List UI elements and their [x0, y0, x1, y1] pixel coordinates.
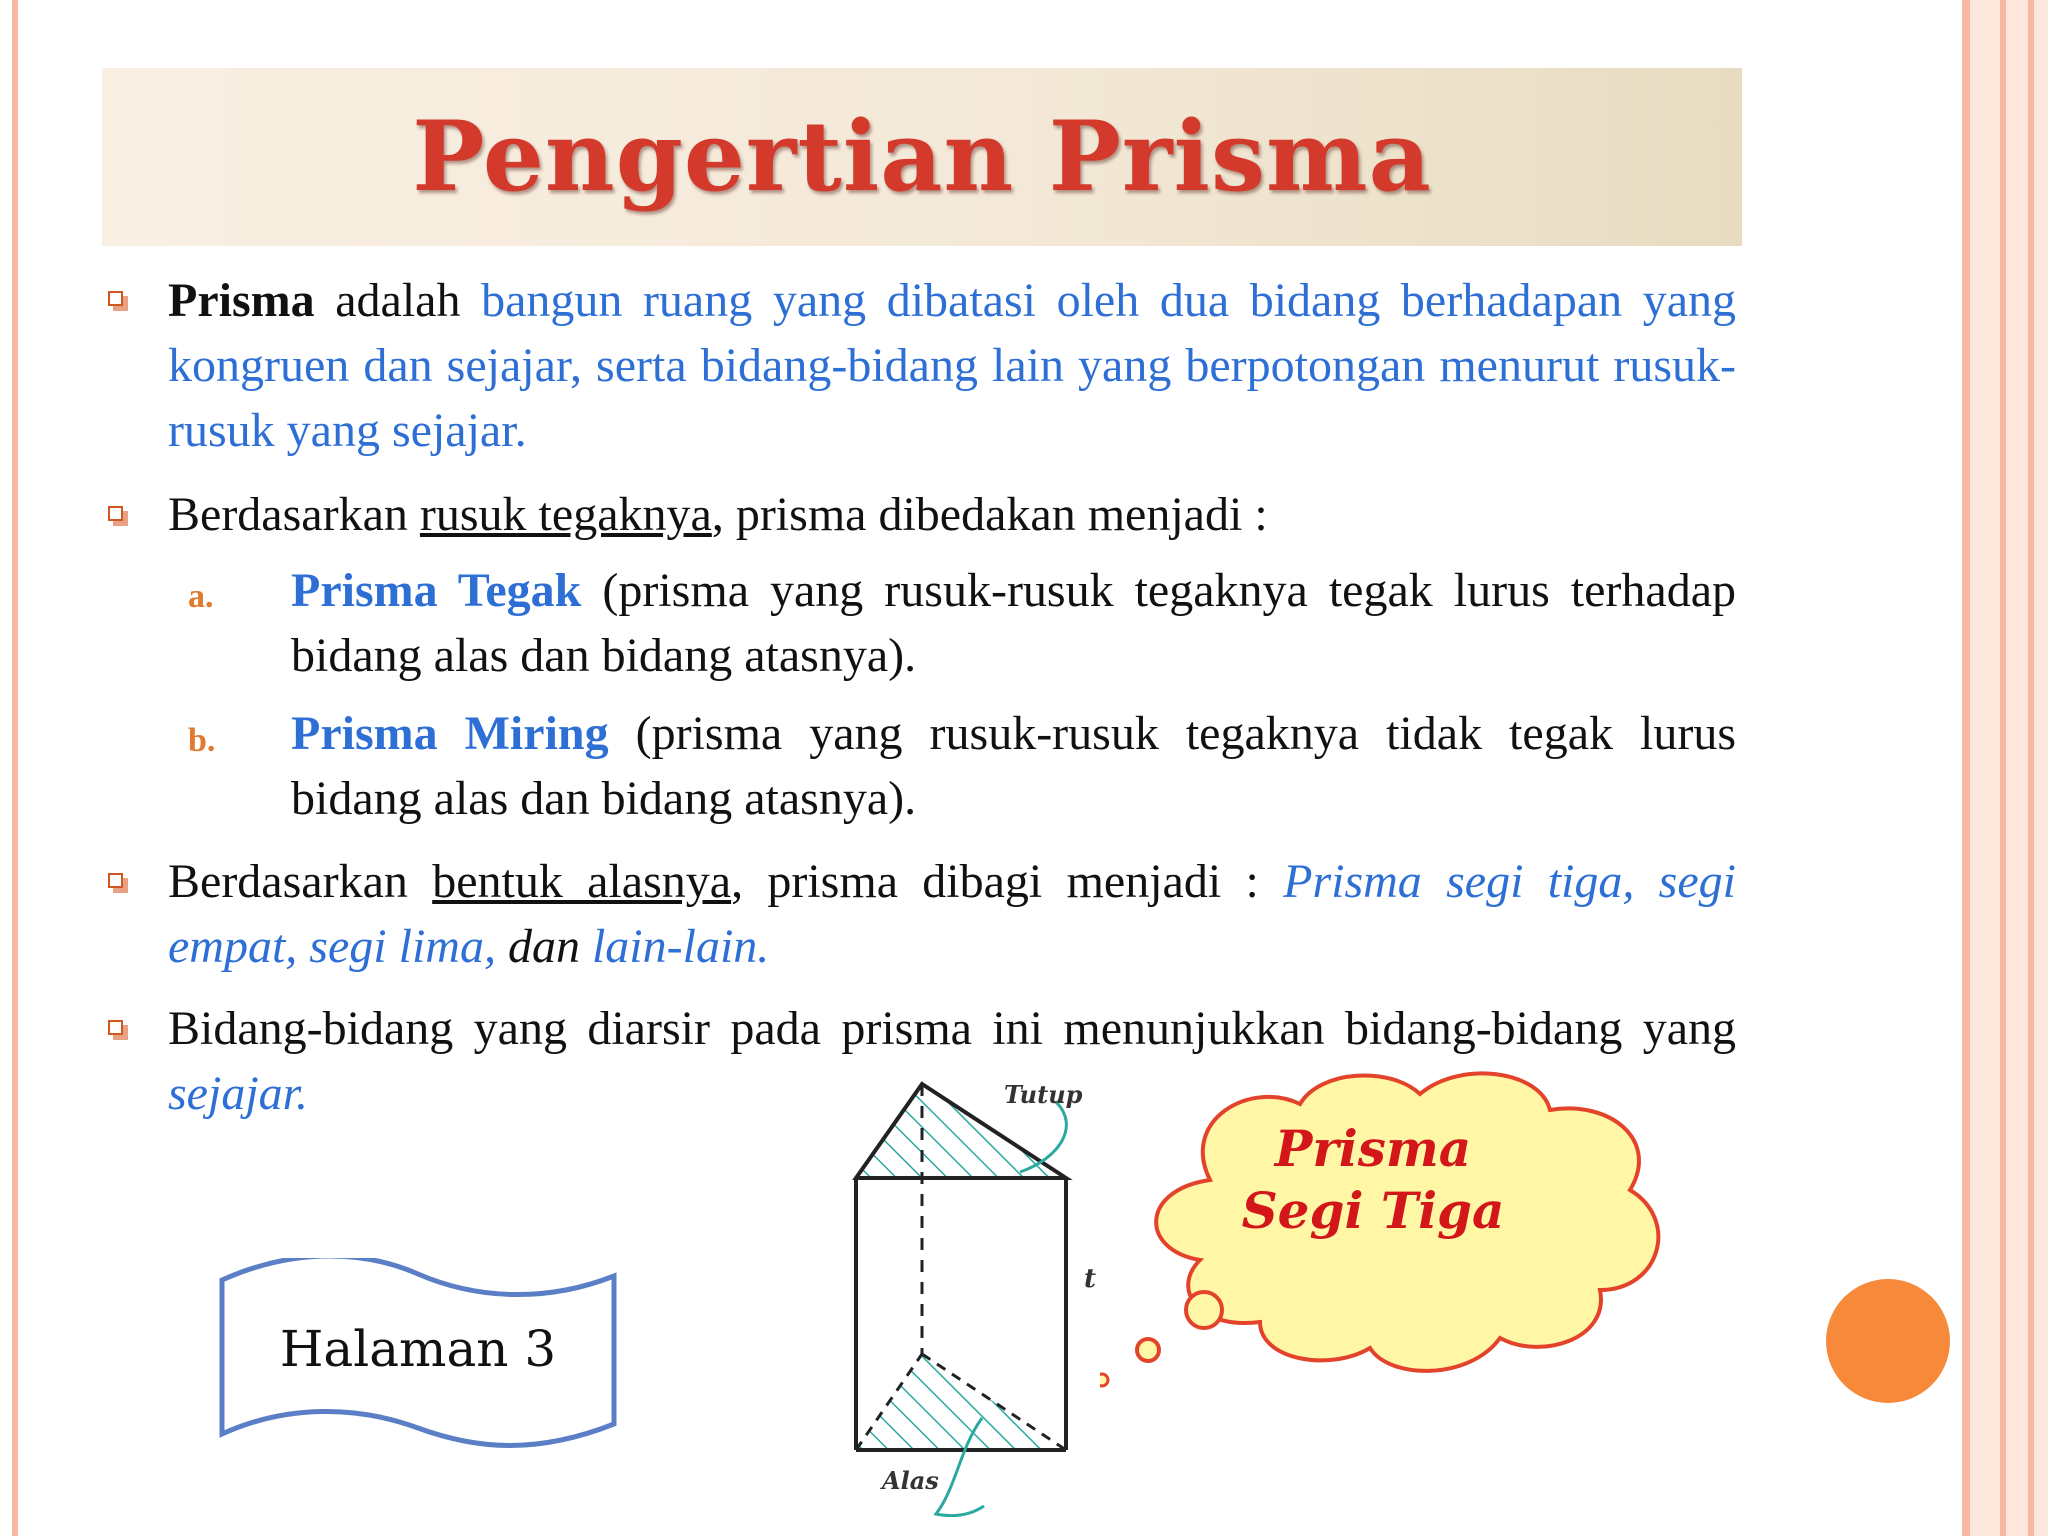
sub-item-description: (prisma yang rusuk-rusuk tegaknya tidak tegak lurus bidang alas dan bidang atasnya).	[291, 707, 1736, 825]
underlined-term: bentuk alasnya	[432, 855, 732, 908]
sub-item-prisma-miring	[291, 701, 1736, 831]
label-height: t	[1084, 1264, 1097, 1294]
sub-item-letter: a.	[188, 578, 214, 615]
bullet-icon	[108, 506, 130, 528]
bullet-icon	[108, 873, 130, 895]
highlight-sejajar: sejajar.	[168, 1067, 309, 1120]
decorative-orange-circle	[1826, 1279, 1950, 1403]
text: adalah	[335, 274, 461, 327]
label-top: Tutup	[1004, 1080, 1083, 1109]
slide-left-border	[12, 0, 18, 1536]
sub-item-term: Prisma Miring	[291, 707, 609, 760]
sub-item-term: Prisma Tegak	[291, 564, 582, 617]
definition-paragraph	[168, 268, 1736, 463]
sub-item-letter: b.	[188, 722, 216, 759]
callout-line: Segi Tiga	[1241, 1181, 1505, 1240]
callout-text	[1178, 1118, 1568, 1242]
classification-base-paragraph	[168, 849, 1736, 979]
base-types-list: Prisma segi tiga, segi empat, segi lima,	[168, 855, 1737, 973]
bullet-icon	[108, 1020, 130, 1042]
definition-text: bangun ruang yang dibatasi oleh dua bidang berhadapan yang kongruen dan sejajar, serta bidang-bidang lain yang berpotongan menurut rusuk-rusuk yang sejajar.	[168, 274, 1737, 457]
text: , prisma dibedakan menjadi :	[711, 488, 1268, 541]
slide-right-border	[1962, 0, 1970, 1536]
text: , prisma dibagi menjadi :	[731, 855, 1259, 908]
classification-edge-paragraph	[168, 482, 1736, 547]
base-types-other: lain-lain.	[591, 920, 770, 973]
underlined-term: rusuk tegaknya	[419, 488, 712, 541]
sub-item-prisma-tegak	[291, 558, 1736, 688]
label-base: Alas	[882, 1466, 939, 1495]
bullet-icon	[108, 291, 130, 313]
slide-title: Pengertian Prisma	[412, 100, 1432, 213]
text: Bidang-bidang yang diarsir pada prisma ini menunjukkan bidang-bidang yang	[168, 1002, 1736, 1055]
title-banner	[102, 68, 1742, 246]
text: Berdasarkan	[168, 855, 408, 908]
callout-line: Prisma	[1274, 1119, 1472, 1178]
sub-item-description: (prisma yang rusuk-rusuk tegaknya tegak lurus terhadap bidang alas dan bidang atasnya).	[291, 564, 1737, 682]
term-prisma: Prisma	[168, 274, 315, 327]
text: dan	[507, 920, 580, 973]
page-label: Halaman 3	[279, 1320, 557, 1378]
slide-right-border	[2028, 0, 2034, 1536]
text: Berdasarkan	[168, 488, 408, 541]
slide-right-border	[2000, 0, 2006, 1536]
